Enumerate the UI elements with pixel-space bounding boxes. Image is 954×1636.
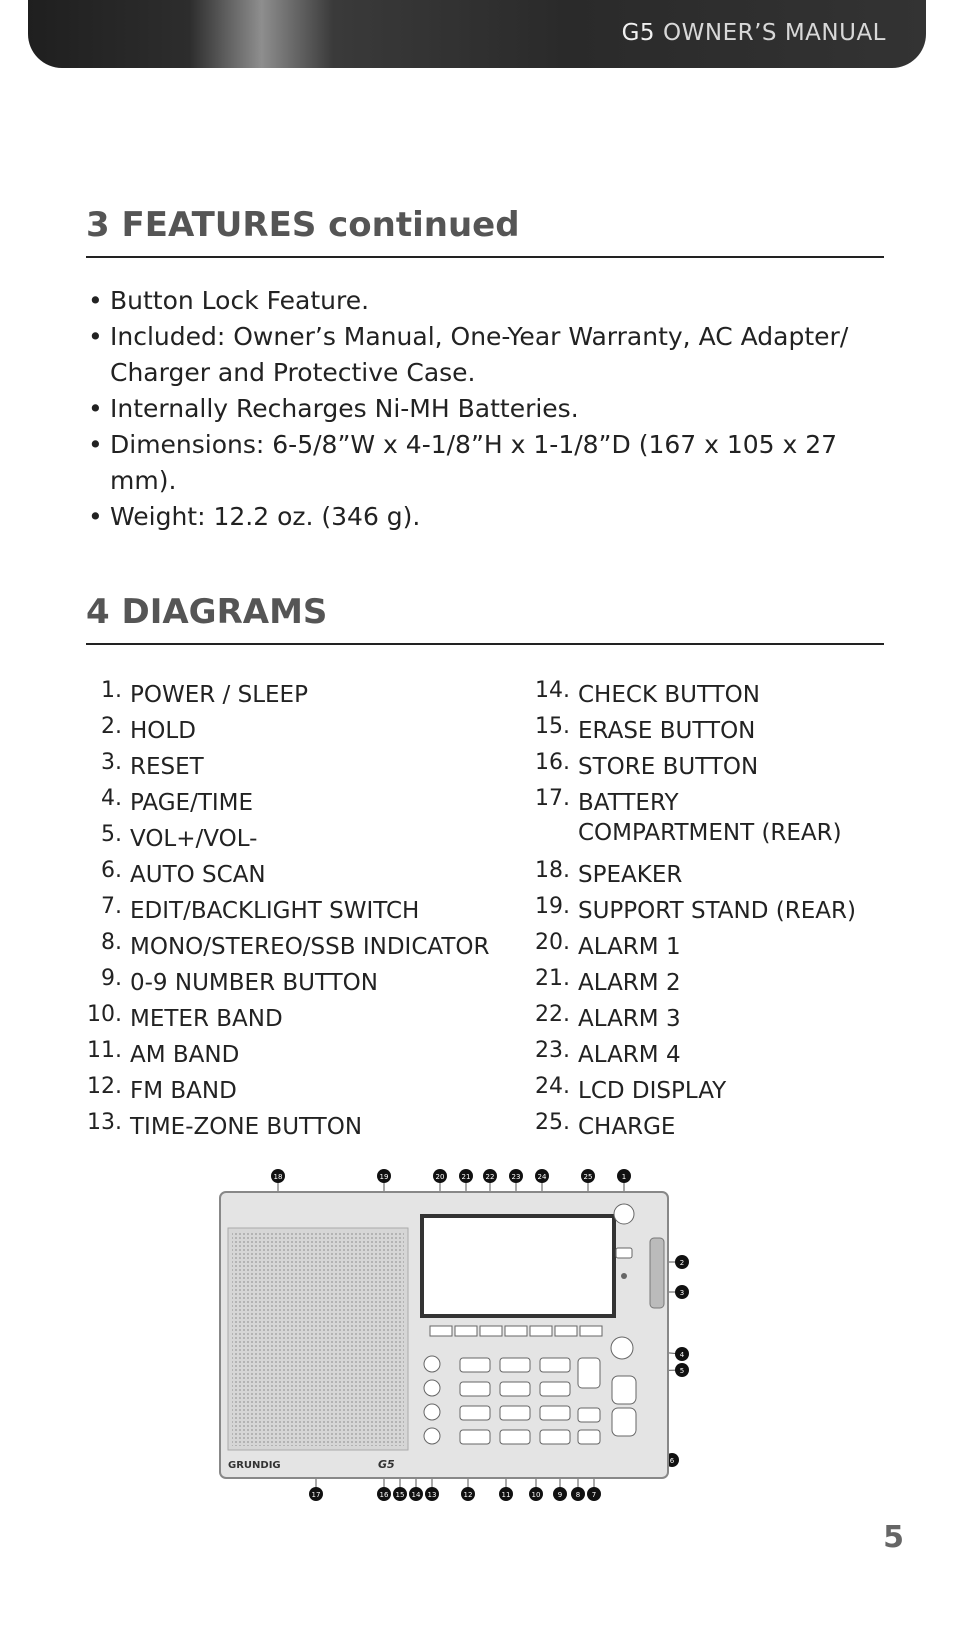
header-bar — [28, 0, 926, 68]
legend-number: 18. — [535, 858, 570, 883]
legend-label: FM BAND — [130, 1078, 237, 1104]
legend-label: MONO/STEREO/SSB INDICATOR — [130, 934, 490, 960]
features-heading: 3 FEATURES continued — [86, 205, 520, 245]
legend-number: 2. — [101, 714, 122, 739]
legend-label: AM BAND — [130, 1042, 240, 1068]
legend-item — [82, 1076, 489, 1112]
callout-number: 4 — [679, 1351, 685, 1359]
legend-item — [530, 860, 858, 896]
legend-item — [530, 1076, 858, 1112]
legend-label: SPEAKER — [578, 862, 683, 888]
callout-number: 3 — [679, 1289, 685, 1297]
legend-number: 21. — [535, 966, 570, 991]
legend-number: 16. — [535, 750, 570, 775]
legend-item — [530, 1004, 858, 1040]
callout-number: 20 — [435, 1173, 445, 1181]
legend-label: ALARM 2 — [578, 970, 681, 996]
legend-label: LCD DISPLAY — [578, 1078, 727, 1104]
legend-number: 25. — [535, 1110, 570, 1135]
header-model: G5 — [621, 20, 656, 46]
callout-number: 24 — [537, 1173, 547, 1181]
legend-item — [530, 896, 858, 932]
volume-wheel — [650, 1238, 664, 1308]
legend-item — [82, 932, 489, 968]
legend-item — [530, 716, 858, 752]
legend-item — [82, 716, 489, 752]
legend-label: CHECK BUTTON — [578, 682, 760, 708]
radio-diagram-svg — [210, 1168, 710, 1528]
legend-right-column — [530, 680, 858, 1148]
feature-item: • Button Lock Feature. — [88, 283, 888, 319]
legend-number: 20. — [535, 930, 570, 955]
legend-label: HOLD — [130, 718, 196, 744]
legend-number: 12. — [87, 1074, 122, 1099]
feature-item: • Internally Recharges Ni-MH Batteries. — [88, 391, 888, 427]
legend-item — [530, 1112, 858, 1148]
callout-number: 12 — [463, 1491, 473, 1499]
preset-row — [430, 1326, 602, 1336]
diagrams-heading: 4 DIAGRAMS — [86, 592, 328, 632]
legend-number: 1. — [101, 678, 122, 703]
legend-label: STORE BUTTON — [578, 754, 759, 780]
legend-item — [82, 1040, 489, 1076]
legend-number: 8. — [101, 930, 122, 955]
legend-number: 4. — [101, 786, 122, 811]
callout-number: 7 — [591, 1491, 597, 1499]
legend-item — [82, 860, 489, 896]
diagrams-rule — [86, 643, 884, 645]
legend-number: 3. — [101, 750, 122, 775]
legend-number: 11. — [87, 1038, 122, 1063]
legend-number: 13. — [87, 1110, 122, 1135]
callout-number: 8 — [575, 1491, 581, 1499]
feature-item: • Weight: 12.2 oz. (346 g). — [88, 499, 888, 535]
callout-number: 5 — [679, 1367, 685, 1375]
legend-number: 7. — [101, 894, 122, 919]
legend-item — [530, 752, 858, 788]
callout-number: 9 — [557, 1491, 563, 1499]
callout-number: 14 — [411, 1491, 421, 1499]
callout-number: 6 — [669, 1457, 675, 1465]
brand-logo: GRUNDIG — [228, 1460, 281, 1471]
callout-number: 17 — [311, 1491, 321, 1499]
legend-item — [82, 752, 489, 788]
legend-item — [82, 1004, 489, 1040]
legend-item — [82, 680, 489, 716]
callout-number: 1 — [621, 1173, 627, 1181]
legend-label: ERASE BUTTON — [578, 718, 756, 744]
header-manual-title: OWNER’S MANUAL — [663, 20, 886, 46]
legend-item — [82, 1112, 489, 1148]
feature-item: • Dimensions: 6-5/8”W x 4-1/8”H x 1-1/8”D (167 x 105 x 27 mm). — [88, 427, 888, 499]
legend-label: EDIT/BACKLIGHT SWITCH — [130, 898, 420, 924]
legend-number: 6. — [101, 858, 122, 883]
speaker-dots — [232, 1232, 404, 1446]
legend-label: VOL+/VOL- — [130, 826, 258, 852]
legend-label: METER BAND — [130, 1006, 283, 1032]
legend-number: 10. — [87, 1002, 122, 1027]
legend-item — [82, 968, 489, 1004]
feature-item: • Included: Owner’s Manual, One-Year Warranty, AC Adapter/ Charger and Protective Case. — [88, 319, 888, 391]
legend-item — [82, 824, 489, 860]
legend-number: 19. — [535, 894, 570, 919]
legend-number: 24. — [535, 1074, 570, 1099]
callout-number: 19 — [379, 1173, 389, 1181]
legend-number: 5. — [101, 822, 122, 847]
model-mark: G5 — [378, 1458, 395, 1471]
callout-number: 21 — [461, 1173, 471, 1181]
legend-label: POWER / SLEEP — [130, 682, 308, 708]
legend-label: AUTO SCAN — [130, 862, 266, 888]
legend-item — [530, 932, 858, 968]
callout-number: 11 — [501, 1491, 511, 1499]
legend-number: 14. — [535, 678, 570, 703]
legend-label: ALARM 1 — [578, 934, 681, 960]
legend-number: 22. — [535, 1002, 570, 1027]
legend-item — [530, 968, 858, 1004]
legend-label: BATTERY COMPARTMENT (REAR) — [578, 790, 842, 846]
legend-item — [82, 896, 489, 932]
callout-number: 13 — [427, 1491, 437, 1499]
header-title — [622, 20, 886, 46]
callout-number: 25 — [583, 1173, 593, 1181]
radio-diagram — [210, 1168, 710, 1532]
callout-number: 18 — [273, 1173, 283, 1181]
callout-number: 16 — [379, 1491, 389, 1499]
features-list — [88, 283, 888, 535]
callout-number: 22 — [485, 1173, 495, 1181]
page-number: 5 — [883, 1520, 904, 1555]
legend-label: 0-9 NUMBER BUTTON — [130, 970, 378, 996]
legend-label: RESET — [130, 754, 204, 780]
legend-number: 15. — [535, 714, 570, 739]
legend-number: 17. — [535, 786, 570, 811]
legend-label: SUPPORT STAND (REAR) — [578, 898, 856, 924]
legend-item — [530, 680, 858, 716]
legend-number: 9. — [101, 966, 122, 991]
legend-label: ALARM 3 — [578, 1006, 681, 1032]
callout-number: 23 — [511, 1173, 521, 1181]
callout-number: 15 — [395, 1491, 405, 1499]
legend-label: PAGE/TIME — [130, 790, 254, 816]
callout-number: 10 — [531, 1491, 541, 1499]
legend-item — [530, 788, 858, 860]
features-rule — [86, 256, 884, 258]
legend-number: 23. — [535, 1038, 570, 1063]
legend-left-column — [82, 680, 489, 1148]
legend-item — [530, 1040, 858, 1076]
legend-label: ALARM 4 — [578, 1042, 681, 1068]
callout-number: 2 — [679, 1259, 685, 1267]
legend-item — [82, 788, 489, 824]
legend-label: TIME-ZONE BUTTON — [130, 1114, 363, 1140]
lcd-display — [422, 1216, 614, 1316]
legend-label: CHARGE — [578, 1114, 676, 1140]
